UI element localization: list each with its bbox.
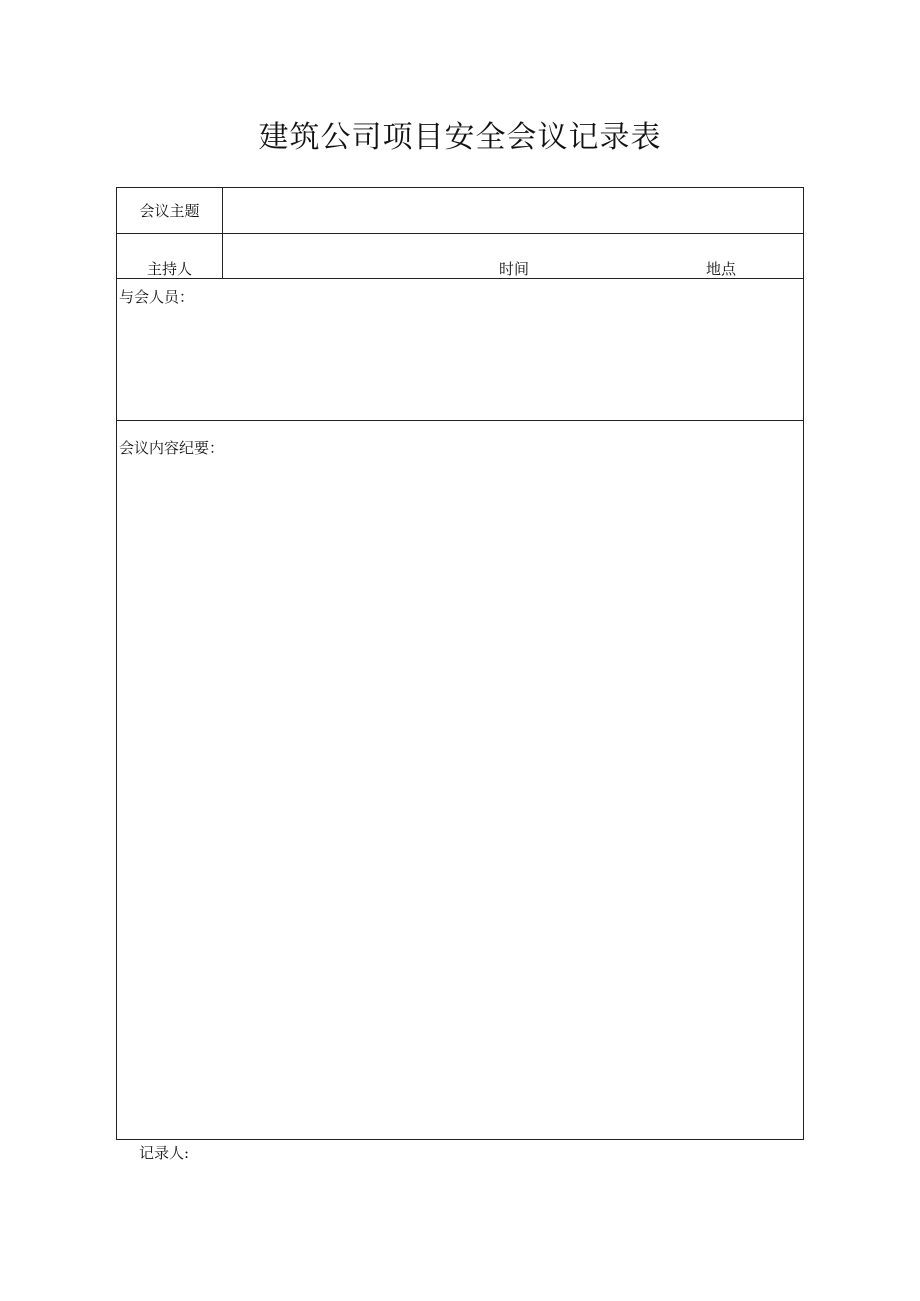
recorder-label: 记录人: — [139, 1144, 190, 1162]
attendees-row[interactable] — [117, 279, 803, 421]
host-details-cell — [223, 234, 803, 278]
host-label: 主持人 — [117, 234, 223, 278]
topic-row — [117, 188, 803, 234]
attendees-label: 与会人员： — [119, 288, 195, 306]
time-label: 时间 — [499, 260, 530, 278]
topic-label: 会议主题 — [117, 188, 223, 233]
meeting-content-area[interactable] — [117, 421, 803, 1139]
meeting-content-label: 会议内容纪要： — [119, 439, 225, 457]
host-row — [117, 234, 803, 279]
meeting-record-table — [116, 187, 804, 1140]
place-label: 地点 — [706, 260, 737, 278]
topic-field[interactable] — [223, 188, 803, 233]
document-title: 建筑公司项目安全会议记录表 — [258, 120, 662, 155]
